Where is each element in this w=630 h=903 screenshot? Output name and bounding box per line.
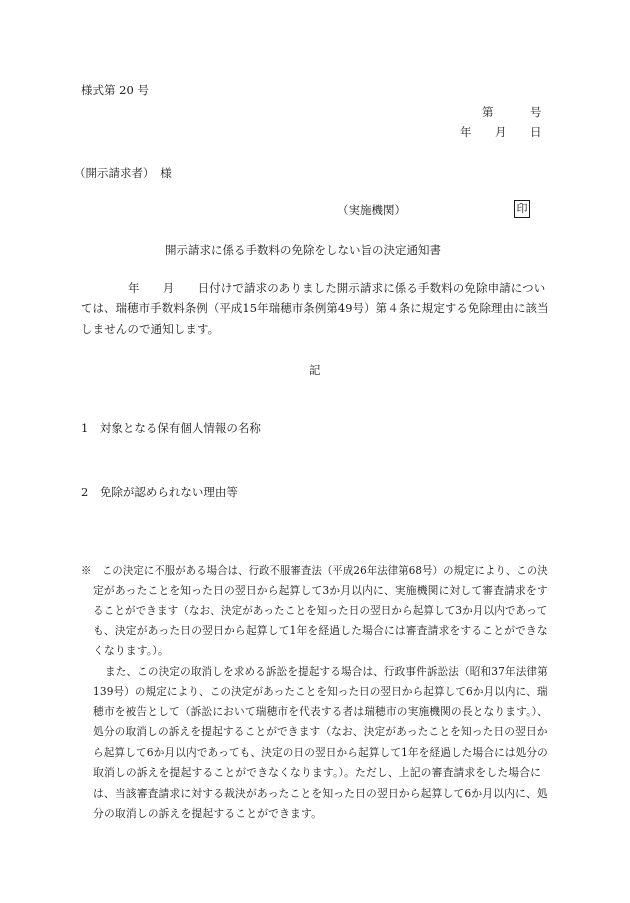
notice-line: 取消しの訴えを提起することができなくなります。）。ただし、上記の審査請求をした場合に: [93, 766, 542, 779]
date-day: 日: [530, 125, 542, 139]
seal-mark: 印: [514, 200, 530, 218]
ki-heading: 記: [309, 363, 321, 377]
document-title: 開示請求に係る手数料の免除をしない旨の決定通知書: [165, 243, 441, 257]
form-number: 様式第 20 号: [81, 83, 149, 97]
notice-line: ら起算して6か月以内であっても、決定の日の翌日から起算して1年を経過した場合には処分の: [93, 746, 548, 759]
doc-number-suffix: 号: [530, 105, 542, 119]
body-line: しませんので通知します。: [81, 322, 220, 336]
notice-line: 139号）の規定により、この決定があったことを知った日の翌日から起算して6か月以内に、瑞: [93, 685, 548, 698]
doc-number-prefix: 第: [482, 105, 494, 119]
body-line: 年 月 日付けで請求のありました開示請求に係る手数料の免除申請につい: [128, 281, 546, 295]
notice-line: ることができます（なお、決定があったことを知った日の翌日から起算して3か月以内であって: [93, 604, 548, 617]
date-year: 年: [460, 125, 472, 139]
notice-line: は、当該審査請求に対する裁決があったことを知った日の翌日から起算して6か月以内に、処: [93, 787, 548, 800]
notice-line: 定があったことを知った日の翌日から起算して3か月以内に、実施機関に対して審査請求をす: [93, 584, 548, 597]
notice-line: 処分の取消しの訴えを提起することができます（なお、決定があったことを知った日の翌日か: [93, 725, 548, 738]
body-line: ては、瑞穂市手数料条例（平成15年瑞穂市条例第49号）第４条に規定する免除理由に該当: [81, 301, 549, 315]
notice-line: また、この決定の取消しを求める訴訟を提起する場合は、行政事件訴訟法（昭和37年法律第: [105, 665, 548, 678]
notice-line: 分の取消しの訴えを提起することができます。: [93, 807, 323, 820]
item-1: 1 対象となる保有個人情報の名称: [81, 421, 261, 435]
issuer: （実施機関）: [337, 203, 406, 217]
item-2: 2 免除が認められない理由等: [81, 485, 238, 499]
notice-line: くなります。）。: [93, 644, 169, 657]
notice-line: も、決定があった日の翌日から起算して1年を経過した場合には審査請求をすることができな: [93, 624, 548, 637]
recipient: （開示請求者） 様: [74, 166, 172, 180]
notice-line: ※ この決定に不服がある場合は、行政不服審査法（平成26年法律第68号）の規定により、この決: [81, 564, 548, 577]
notice-line: 穂市を被告として（訴訟において瑞穂市を代表する者は瑞穂市の実施機関の長となります。）、: [93, 705, 548, 718]
date-month: 月: [495, 125, 507, 139]
